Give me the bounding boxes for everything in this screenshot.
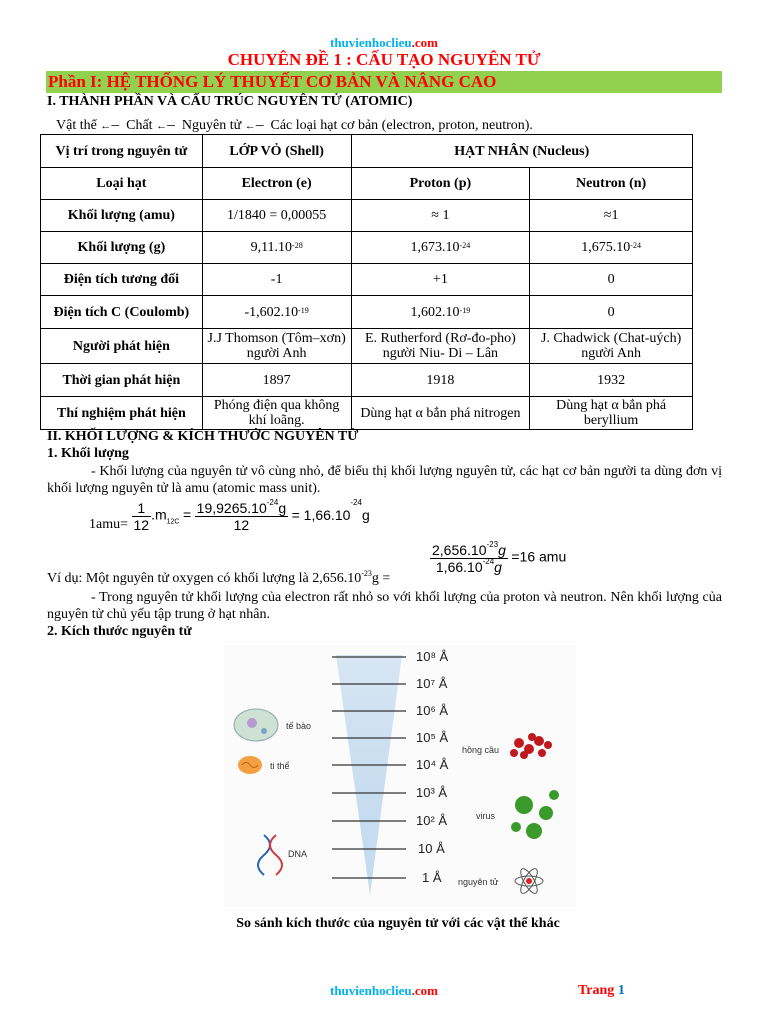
size-subheading: 2. Kích thước nguyên tử: [47, 624, 192, 639]
page-number: Trang 1: [578, 983, 625, 998]
table-row: Điện tích C (Coulomb) $-1,602.10^{-19}$ $1,602.10^{-19}$ 0: [41, 296, 693, 329]
electron-mass-paragraph: - Trong nguyên tử khối lượng của electron rất nhỏ so với khối lượng của proton và neutron. Nên khối lượng của nguyên tử chủ yếu tập trung ở hạt nhân.: [47, 590, 722, 622]
table-row: Điện tích tương đối -1 +1 0: [41, 264, 693, 296]
figure-caption: So sánh kích thước của nguyên tử với các vật thể khác: [236, 916, 560, 931]
dna-label: DNA: [288, 849, 308, 859]
scale-label: 10⁸ Å: [416, 649, 449, 664]
mitochondria-icon: [238, 756, 262, 774]
scale-label: 10⁵ Å: [416, 730, 449, 745]
site-footer: thuvienhoclieu.com: [330, 983, 438, 998]
mass-subheading: 1. Khối lượng: [47, 446, 129, 461]
scale-label: 10³ Å: [416, 785, 448, 800]
scale-label: 10 Å: [418, 841, 445, 856]
section2-heading: II. KHỐI LƯỢNG & KÍCH THƯỚC NGUYÊN TỬ: [47, 429, 359, 444]
virus-label: virus: [476, 811, 496, 821]
scale-label: 10² Å: [416, 813, 448, 828]
rbc-label: hồng cầu: [462, 745, 500, 755]
example-text: Ví dụ: Một nguyên tử oxygen có khối lượng là $2,656.10^{-23}g$ =: [47, 569, 391, 586]
size-comparison-figure: [224, 645, 576, 907]
table-row: Khối lượng (g) $9,11.10^{-28}$ $1,673.10^{-24}$ $1,675.10^{-24}$: [41, 232, 693, 264]
site-header: thuvienhoclieu.com: [330, 35, 438, 50]
atom-label: nguyên tử: [458, 877, 499, 887]
particle-table: [40, 134, 693, 430]
table-row: Thí nghiệm phát hiện Phóng điện qua không khí loãng. Dùng hạt α bắn phá nitrogen Dùng hạt α bắn phá beryllium: [41, 397, 693, 430]
table-row: Loại hạt Electron (e) Proton (p) Neutron (n): [41, 168, 693, 200]
table-header-row: Vị trí trong nguyên tử LỚP VỎ (Shell) HẠT NHÂN (Nucleus): [41, 135, 693, 168]
scale-label: 1 Å: [422, 870, 442, 885]
mass-paragraph: - Khối lượng của nguyên tử vô cùng nhỏ, để biểu thị khối lượng nguyên tử, các hạt cơ bản người ta dùng đơn vị khối lượng nguyên tử là amu (atomic mass unit).: [47, 464, 722, 496]
amu-equation: 1amu= $\frac{1}{12}$ $.m_{12C}$ = $\frac{19,9265.10^{-24}g}{12}$ = $1,66.10^{-24}g$: [89, 498, 370, 533]
chain-line: Vật thể ←─ Chất ←─ Nguyên tử ←─ Các loại hạt cơ bản (electron, proton, neutron).: [56, 118, 533, 133]
mitochondria-label: ti thể: [270, 761, 290, 771]
scale-label: 10⁴ Å: [416, 757, 449, 772]
cell-label: tế bào: [286, 721, 312, 731]
table-row: Thời gian phát hiện 1897 1918 1932: [41, 364, 693, 397]
table-row: Người phát hiện J.J Thomson (Tôm–xơn) người Anh E. Rutherford (Rơ-đo-pho) người Niu- Di – Lân J. Chadwick (Chat-uých) người Anh: [41, 329, 693, 364]
part-title: Phần I: HỆ THỐNG LÝ THUYẾT CƠ BẢN VÀ NÂNG CAO: [46, 71, 722, 93]
cell-icon: [234, 709, 278, 741]
page-title: CHUYÊN ĐỀ 1 : CẤU TẠO NGUYÊN TỬ: [227, 50, 541, 69]
table-row: Khối lượng (amu) 1/1840 = 0,00055 ≈ 1 ≈1: [41, 200, 693, 232]
scale-label: 10⁷ Å: [416, 676, 448, 691]
oxygen-equation: $\frac{2,656.10^{-23}g}{1,66.10^{-24}g}$ =16 amu: [432, 540, 567, 575]
scale-label: 10⁶ Å: [416, 703, 449, 718]
section1-heading: I. THÀNH PHẦN VÀ CẤU TRÚC NGUYÊN TỬ (ATOMIC): [47, 94, 413, 109]
scale-diagram: [224, 645, 576, 907]
